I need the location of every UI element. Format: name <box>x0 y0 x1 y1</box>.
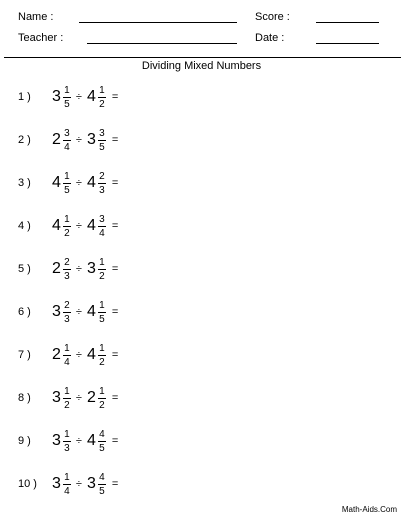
mixed-number <box>52 128 71 153</box>
mixed-number <box>87 386 106 411</box>
whole-part: 3 <box>86 260 96 277</box>
equals-sign: = <box>111 392 119 404</box>
problem-expression <box>52 340 118 370</box>
equals-sign: = <box>111 177 119 189</box>
problem-expression <box>52 168 118 198</box>
whole-part: 4 <box>86 346 96 363</box>
numerator: 2 <box>64 256 70 268</box>
mixed-number <box>87 171 106 196</box>
fraction <box>98 429 106 454</box>
denominator: 4 <box>64 485 70 497</box>
denominator: 2 <box>99 270 105 282</box>
teacher-label: Teacher : <box>18 32 64 44</box>
mixed-number <box>87 85 106 110</box>
problem-row <box>0 211 403 241</box>
problem-expression <box>52 82 118 112</box>
name-blank[interactable] <box>79 22 237 23</box>
problem-number: 6 ) <box>18 306 31 318</box>
fraction <box>63 257 71 282</box>
divide-sign: ÷ <box>75 220 82 232</box>
numerator: 1 <box>64 428 70 440</box>
denominator: 5 <box>64 184 70 196</box>
score-label: Score : <box>255 11 290 23</box>
fraction <box>63 214 71 239</box>
problem-number: 9 ) <box>18 435 31 447</box>
whole-part: 3 <box>52 88 61 105</box>
problem-expression <box>52 254 118 284</box>
denominator: 2 <box>99 98 105 110</box>
equals-sign: = <box>111 478 119 490</box>
whole-part: 4 <box>86 303 96 320</box>
fraction <box>98 171 106 196</box>
denominator: 5 <box>99 485 105 497</box>
whole-part: 3 <box>52 389 61 406</box>
numerator: 4 <box>99 428 105 440</box>
problem-number: 3 ) <box>18 177 31 189</box>
denominator: 3 <box>64 442 70 454</box>
numerator: 1 <box>64 213 70 225</box>
fraction <box>98 128 106 153</box>
whole-part: 2 <box>52 131 61 148</box>
name-label: Name : <box>18 11 54 23</box>
fraction <box>63 85 71 110</box>
divide-sign: ÷ <box>75 177 82 189</box>
worksheet-title: Dividing Mixed Numbers <box>141 60 262 72</box>
numerator: 1 <box>99 385 105 397</box>
equals-sign: = <box>111 91 119 103</box>
mixed-number <box>87 214 106 239</box>
denominator: 5 <box>99 442 105 454</box>
whole-part: 3 <box>52 432 61 449</box>
problem-row <box>0 383 403 413</box>
whole-part: 3 <box>86 131 96 148</box>
whole-part: 4 <box>52 217 61 234</box>
problem-number: 7 ) <box>18 349 31 361</box>
whole-part: 3 <box>52 303 61 320</box>
numerator: 1 <box>99 256 105 268</box>
numerator: 1 <box>99 84 105 96</box>
equals-sign: = <box>111 306 119 318</box>
mixed-number <box>52 257 71 282</box>
fraction <box>63 128 71 153</box>
whole-part: 4 <box>86 217 96 234</box>
denominator: 2 <box>99 399 105 411</box>
whole-part: 3 <box>52 475 61 492</box>
fraction <box>98 300 106 325</box>
denominator: 5 <box>99 313 105 325</box>
problem-row <box>0 426 403 456</box>
divide-sign: ÷ <box>75 263 82 275</box>
mixed-number <box>87 343 106 368</box>
problem-number: 4 ) <box>18 220 31 232</box>
problem-row <box>0 125 403 155</box>
denominator: 4 <box>99 227 105 239</box>
problem-number: 8 ) <box>18 392 31 404</box>
problem-row <box>0 469 403 499</box>
mixed-number <box>87 429 106 454</box>
numerator: 3 <box>99 213 105 225</box>
mixed-number <box>52 472 71 497</box>
fraction <box>98 257 106 282</box>
whole-part: 2 <box>52 260 61 277</box>
denominator: 3 <box>99 184 105 196</box>
denominator: 5 <box>64 98 70 110</box>
numerator: 1 <box>64 84 70 96</box>
mixed-number <box>52 300 71 325</box>
problem-number: 5 ) <box>18 263 31 275</box>
problem-expression <box>52 297 118 327</box>
problem-expression <box>52 469 118 499</box>
whole-part: 4 <box>86 432 96 449</box>
whole-part: 3 <box>86 475 96 492</box>
mixed-number <box>87 257 106 282</box>
numerator: 1 <box>64 471 70 483</box>
numerator: 1 <box>64 385 70 397</box>
date-label: Date : <box>255 32 285 44</box>
numerator: 1 <box>64 170 70 182</box>
numerator: 3 <box>64 127 70 139</box>
whole-part: 4 <box>86 88 96 105</box>
fraction <box>98 214 106 239</box>
denominator: 4 <box>64 141 70 153</box>
fraction <box>63 171 71 196</box>
problem-expression <box>52 125 118 155</box>
site-credit: Math-Aids.Com <box>341 505 397 514</box>
equals-sign: = <box>111 134 119 146</box>
fraction <box>98 343 106 368</box>
denominator: 3 <box>64 313 70 325</box>
denominator: 4 <box>64 356 70 368</box>
divide-sign: ÷ <box>75 435 82 447</box>
problem-number: 2 ) <box>18 134 31 146</box>
mixed-number <box>52 429 71 454</box>
equals-sign: = <box>111 220 119 232</box>
divide-sign: ÷ <box>75 392 82 404</box>
problem-row <box>0 254 403 284</box>
problem-row <box>0 168 403 198</box>
problem-expression <box>52 383 118 413</box>
numerator: 2 <box>99 170 105 182</box>
equals-sign: = <box>111 263 119 275</box>
whole-part: 4 <box>86 174 96 191</box>
whole-part: 4 <box>52 174 61 191</box>
divide-sign: ÷ <box>75 478 82 490</box>
numerator: 4 <box>99 471 105 483</box>
problem-row <box>0 340 403 370</box>
fraction <box>63 343 71 368</box>
fraction <box>98 85 106 110</box>
problem-number: 1 ) <box>18 91 31 103</box>
denominator: 2 <box>99 356 105 368</box>
denominator: 3 <box>64 270 70 282</box>
fraction <box>63 472 71 497</box>
problem-expression <box>52 211 118 241</box>
mixed-number <box>52 171 71 196</box>
fraction <box>98 472 106 497</box>
mixed-number <box>52 214 71 239</box>
mixed-number <box>52 343 71 368</box>
problem-expression <box>52 426 118 456</box>
divide-sign: ÷ <box>75 91 82 103</box>
problem-number: 10 ) <box>18 478 37 490</box>
numerator: 1 <box>64 342 70 354</box>
denominator: 2 <box>64 227 70 239</box>
numerator: 3 <box>99 127 105 139</box>
header-divider <box>4 57 401 58</box>
numerator: 2 <box>64 299 70 311</box>
denominator: 5 <box>99 141 105 153</box>
whole-part: 2 <box>86 389 96 406</box>
numerator: 1 <box>99 342 105 354</box>
divide-sign: ÷ <box>75 349 82 361</box>
mixed-number <box>87 300 106 325</box>
fraction <box>63 386 71 411</box>
score-blank[interactable] <box>316 22 379 23</box>
mixed-number <box>52 386 71 411</box>
divide-sign: ÷ <box>75 134 82 146</box>
divide-sign: ÷ <box>75 306 82 318</box>
fraction <box>63 300 71 325</box>
problem-row <box>0 297 403 327</box>
denominator: 2 <box>64 399 70 411</box>
teacher-blank[interactable] <box>87 43 237 44</box>
fraction <box>63 429 71 454</box>
fraction <box>98 386 106 411</box>
equals-sign: = <box>111 435 119 447</box>
equals-sign: = <box>111 349 119 361</box>
problem-row <box>0 82 403 112</box>
date-blank[interactable] <box>316 43 379 44</box>
whole-part: 2 <box>52 346 61 363</box>
mixed-number <box>52 85 71 110</box>
mixed-number <box>87 472 106 497</box>
mixed-number <box>87 128 106 153</box>
numerator: 1 <box>99 299 105 311</box>
